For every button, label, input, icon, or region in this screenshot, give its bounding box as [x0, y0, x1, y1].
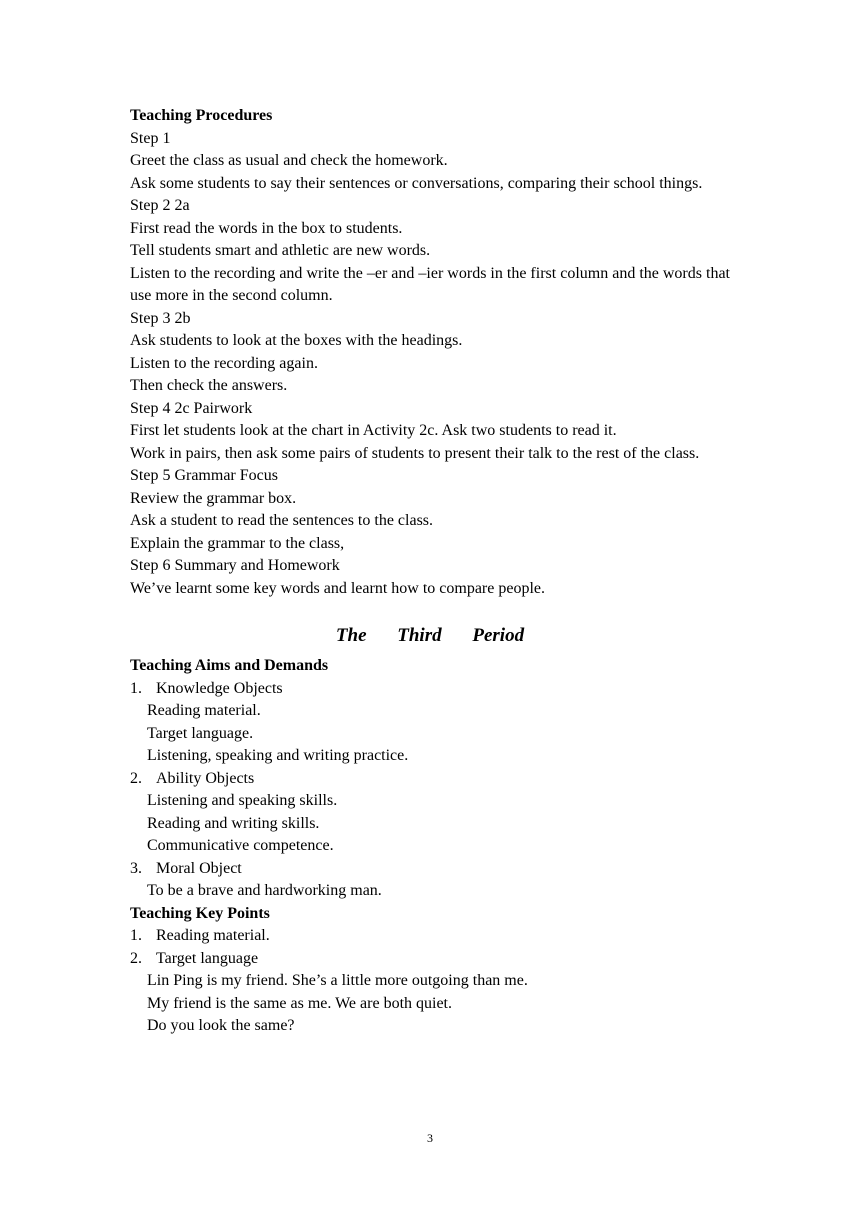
page-number: 3: [427, 1131, 433, 1145]
key-points-list: [130, 925, 730, 1038]
period-title: The Third Period: [335, 625, 525, 646]
item-title: Moral Object: [156, 859, 242, 877]
procedure-line: Step 6 Summary and Homework: [130, 557, 340, 574]
procedure-line: Step 5 Grammar Focus: [130, 467, 278, 484]
item-number: 3.: [130, 859, 142, 877]
item-title: Knowledge Objects: [156, 679, 283, 697]
key-points-heading: Teaching Key Points: [130, 904, 270, 922]
key-point-item: [130, 925, 730, 948]
procedure-line: Review the grammar box.: [130, 489, 297, 507]
aims-subitem: Reading material.: [147, 702, 261, 719]
aims-subitem: To be a brave and hardworking man.: [147, 882, 382, 899]
aims-subitem: Communicative competence.: [147, 837, 334, 854]
aims-item: [130, 858, 730, 881]
key-point-subitem: Do you look the same?: [147, 1017, 295, 1034]
procedure-line: Then check the answers.: [130, 377, 288, 394]
procedure-line: Tell students smart and athletic are new words.: [130, 242, 431, 259]
procedure-line: First let students look at the chart in Activity 2c. Ask two students to read it.: [130, 422, 617, 439]
item-number: 2.: [130, 949, 142, 967]
key-point-item: [130, 948, 730, 971]
procedure-line: Step 1: [130, 129, 171, 147]
item-title: Ability Objects: [156, 769, 255, 787]
item-title: Target language: [156, 949, 259, 967]
procedure-line: Listen to the recording again.: [130, 354, 318, 372]
item-title: Reading material.: [156, 927, 270, 944]
procedure-line: Step 3 2b: [130, 309, 191, 327]
aims-item: [130, 768, 730, 791]
aims-heading: Teaching Aims and Demands: [130, 657, 329, 674]
procedure-line: Ask a student to read the sentences to the class.: [130, 512, 434, 529]
procedure-line: Explain the grammar to the class,: [130, 534, 345, 552]
aims-list: [130, 678, 730, 903]
procedure-line: We’ve learnt some key words and learnt how to compare people.: [130, 579, 546, 597]
item-number: 1.: [130, 679, 142, 697]
item-number: 2.: [130, 769, 142, 787]
procedures-list: [130, 128, 730, 601]
procedure-line: Ask some students to say their sentences or conversations, comparing their school things.: [130, 174, 703, 192]
procedure-line: Listen to the recording and write the –er and –ier words in the first column and the words that use more in the second column.: [130, 264, 730, 304]
aims-subitem: Listening and speaking skills.: [147, 792, 338, 809]
procedure-line: Greet the class as usual and check the homework.: [130, 152, 448, 169]
procedures-heading: Teaching Procedures: [130, 107, 273, 124]
procedure-line: Step 2 2a: [130, 197, 190, 214]
procedure-line: Ask students to look at the boxes with the headings.: [130, 332, 463, 349]
key-point-subitem: My friend is the same as me. We are both quiet.: [147, 994, 452, 1012]
aims-subitem: Reading and writing skills.: [147, 814, 320, 832]
procedure-line: First read the words in the box to students.: [130, 219, 403, 237]
key-point-subitem: Lin Ping is my friend. She’s a little more outgoing than me.: [147, 972, 528, 989]
aims-subitem: Listening, speaking and writing practice.: [147, 747, 409, 764]
aims-item: [130, 678, 730, 701]
aims-subitem: Target language.: [147, 724, 254, 742]
item-number: 1.: [130, 927, 142, 944]
procedure-line: Work in pairs, then ask some pairs of students to present their talk to the rest of the class.: [130, 444, 700, 462]
document-page: [130, 105, 730, 1038]
procedure-line: Step 4 2c Pairwork: [130, 399, 253, 417]
